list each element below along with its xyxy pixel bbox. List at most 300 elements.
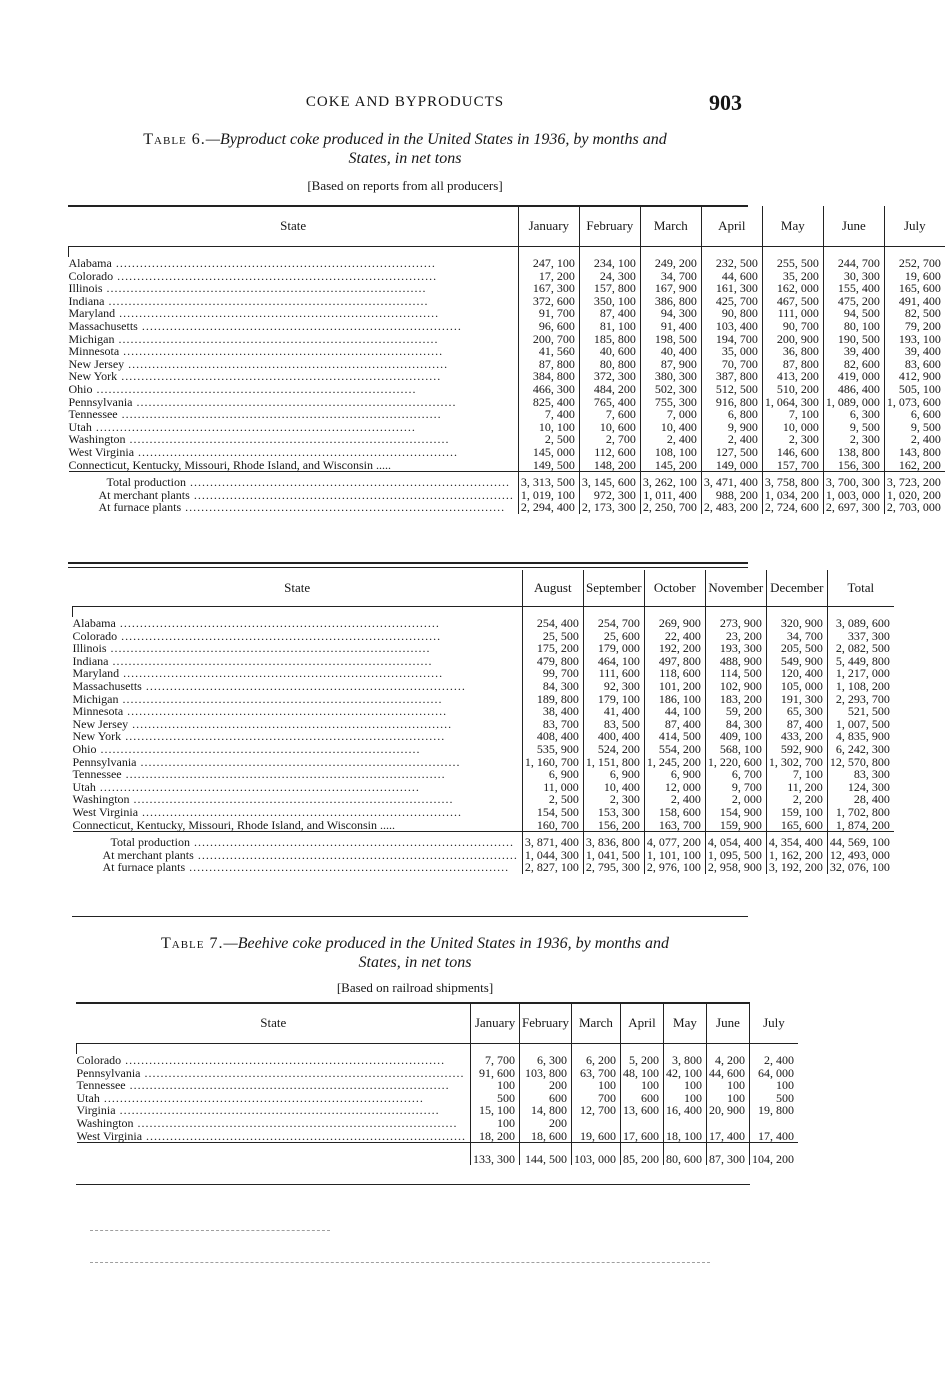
total-cell: 1, 101, 100 xyxy=(644,849,705,862)
value-cell: 158, 600 xyxy=(644,806,705,819)
total-cell: 87, 300 xyxy=(706,1143,749,1166)
value-cell: 554, 200 xyxy=(644,743,705,756)
table7-note: [Based on railroad shipments] xyxy=(336,980,494,995)
value-cell: 412, 900 xyxy=(884,370,945,383)
value-cell: 183, 200 xyxy=(705,693,766,706)
value-cell: 234, 100 xyxy=(579,257,640,270)
column-header: June xyxy=(706,1003,749,1044)
value-cell: 156, 200 xyxy=(583,819,644,832)
value-cell: 18, 200 xyxy=(471,1130,520,1143)
page-number: 903 xyxy=(709,90,742,115)
value-cell: 149, 000 xyxy=(701,459,762,472)
value-cell: 41, 560 xyxy=(518,345,579,358)
value-cell: 103, 400 xyxy=(701,320,762,333)
value-cell: 48, 100 xyxy=(620,1067,663,1080)
value-cell: 80, 800 xyxy=(579,358,640,371)
value-cell: 154, 500 xyxy=(522,806,583,819)
table-row xyxy=(73,743,894,756)
value-cell: 25, 600 xyxy=(583,630,644,643)
value-cell: 10, 400 xyxy=(583,781,644,794)
value-cell: 143, 800 xyxy=(884,446,945,459)
value-cell: 44, 100 xyxy=(644,705,705,718)
value-cell: 9, 700 xyxy=(705,781,766,794)
total-row xyxy=(73,861,894,874)
state-name: Colorado ..... xyxy=(77,1054,471,1067)
table-row xyxy=(77,1130,798,1143)
value-cell: 22, 400 xyxy=(644,630,705,643)
value-cell: 70, 700 xyxy=(701,358,762,371)
total-cell: 1, 162, 200 xyxy=(766,849,827,862)
state-name: Tennessee ..... xyxy=(69,408,519,421)
value-cell: 1, 220, 600 xyxy=(705,756,766,769)
value-cell: 200, 700 xyxy=(518,333,579,346)
total-cell: 2, 703, 000 xyxy=(884,501,945,514)
value-cell: 6, 900 xyxy=(522,768,583,781)
value-cell: 408, 400 xyxy=(522,730,583,743)
value-cell: 127, 500 xyxy=(701,446,762,459)
column-header-state: State xyxy=(77,1003,471,1044)
value-cell: 419, 000 xyxy=(823,370,884,383)
value-cell: 114, 500 xyxy=(705,667,766,680)
state-name: New York ..... xyxy=(69,370,519,383)
value-cell: 500 xyxy=(749,1092,798,1105)
total-cell: 44, 569, 100 xyxy=(827,832,894,849)
value-cell: 82, 500 xyxy=(884,307,945,320)
state-name: Michigan ..... xyxy=(73,693,523,706)
value-cell: 7, 100 xyxy=(766,768,827,781)
value-cell: 87, 800 xyxy=(518,358,579,371)
state-name: Massachusetts ..... xyxy=(73,680,523,693)
total-cell: 2, 173, 300 xyxy=(579,501,640,514)
value-cell: 2, 400 xyxy=(749,1054,798,1067)
value-cell: 39, 400 xyxy=(884,345,945,358)
value-cell: 400, 400 xyxy=(583,730,644,743)
value-cell xyxy=(620,1117,663,1130)
value-cell: 5, 200 xyxy=(620,1054,663,1067)
state-name: Maryland ..... xyxy=(69,307,519,320)
table7-bottom-rule xyxy=(76,1184,750,1185)
value-cell: 200 xyxy=(520,1117,572,1130)
value-cell: 1, 073, 600 xyxy=(884,396,945,409)
value-cell: 157, 800 xyxy=(579,282,640,295)
table6-bottom-rule xyxy=(72,916,748,917)
state-name: Massachusetts ..... xyxy=(69,320,519,333)
table-row xyxy=(77,1079,798,1092)
total-label: At merchant plants ..... xyxy=(73,849,523,862)
value-cell: 409, 100 xyxy=(705,730,766,743)
value-cell: 2, 000 xyxy=(705,793,766,806)
value-cell: 87, 400 xyxy=(579,307,640,320)
value-cell: 96, 600 xyxy=(518,320,579,333)
value-cell: 36, 800 xyxy=(762,345,823,358)
value-cell: 13, 600 xyxy=(620,1104,663,1117)
value-cell: 102, 900 xyxy=(705,680,766,693)
value-cell: 120, 400 xyxy=(766,667,827,680)
value-cell: 7, 600 xyxy=(579,408,640,421)
column-header: May xyxy=(663,1003,706,1044)
value-cell: 160, 700 xyxy=(522,819,583,832)
value-cell: 191, 300 xyxy=(766,693,827,706)
value-cell: 90, 800 xyxy=(701,307,762,320)
value-cell: 2, 400 xyxy=(884,433,945,446)
value-cell: 87, 900 xyxy=(640,358,701,371)
value-cell: 372, 600 xyxy=(518,295,579,308)
value-cell: 7, 100 xyxy=(762,408,823,421)
total-cell: 2, 958, 900 xyxy=(705,861,766,874)
value-cell: 535, 900 xyxy=(522,743,583,756)
value-cell: 175, 200 xyxy=(522,642,583,655)
value-cell: 502, 300 xyxy=(640,383,701,396)
value-cell: 64, 000 xyxy=(749,1067,798,1080)
total-cell: 4, 054, 400 xyxy=(705,832,766,849)
value-cell: 186, 100 xyxy=(644,693,705,706)
value-cell: 11, 000 xyxy=(522,781,583,794)
value-cell xyxy=(663,1117,706,1130)
value-cell: 254, 400 xyxy=(522,617,583,630)
column-header: January xyxy=(518,206,579,247)
header-row xyxy=(73,570,894,607)
total-cell: 1, 019, 100 xyxy=(518,489,579,502)
value-cell: 475, 200 xyxy=(823,295,884,308)
value-cell: 100 xyxy=(471,1117,520,1130)
value-cell: 488, 900 xyxy=(705,655,766,668)
value-cell: 79, 200 xyxy=(884,320,945,333)
table6-title-line2: States, in net tons xyxy=(348,150,462,167)
table-row xyxy=(69,408,945,421)
state-name: New Jersey ..... xyxy=(73,718,523,731)
value-cell: 34, 700 xyxy=(766,630,827,643)
value-cell: 479, 800 xyxy=(522,655,583,668)
total-cell: 3, 871, 400 xyxy=(522,832,583,849)
total-cell: 2, 795, 300 xyxy=(583,861,644,874)
value-cell: 193, 100 xyxy=(884,333,945,346)
state-name: West Virginia ..... xyxy=(69,446,519,459)
value-cell: 1, 702, 800 xyxy=(827,806,894,819)
table7-caption xyxy=(70,934,760,972)
total-label: At furnace plants ..... xyxy=(69,501,519,514)
value-cell: 512, 500 xyxy=(701,383,762,396)
value-cell: 145, 000 xyxy=(518,446,579,459)
column-header: February xyxy=(520,1003,572,1044)
value-cell: 6, 800 xyxy=(701,408,762,421)
value-cell: 179, 100 xyxy=(583,693,644,706)
value-cell: 2, 082, 500 xyxy=(827,642,894,655)
value-cell: 154, 900 xyxy=(705,806,766,819)
value-cell: 94, 300 xyxy=(640,307,701,320)
state-name: Tennessee ..... xyxy=(73,768,523,781)
value-cell: 1, 108, 200 xyxy=(827,680,894,693)
table6-caption xyxy=(60,130,750,168)
value-cell: 7, 000 xyxy=(640,408,701,421)
total-cell: 133, 300 xyxy=(471,1143,520,1166)
value-cell: 165, 600 xyxy=(766,819,827,832)
value-cell: 12, 000 xyxy=(644,781,705,794)
state-name: Pennsylvania ..... xyxy=(69,396,519,409)
value-cell: 146, 600 xyxy=(762,446,823,459)
value-cell: 42, 100 xyxy=(663,1067,706,1080)
table6-part1 xyxy=(68,206,945,514)
state-name: Pennsylvania ..... xyxy=(73,756,523,769)
value-cell: 101, 200 xyxy=(644,680,705,693)
column-header: January xyxy=(471,1003,520,1044)
total-cell: 3, 192, 200 xyxy=(766,861,827,874)
state-name: New Jersey ..... xyxy=(69,358,519,371)
total-cell: 2, 724, 600 xyxy=(762,501,823,514)
value-cell: 111, 000 xyxy=(762,307,823,320)
total-cell: 1, 041, 500 xyxy=(583,849,644,862)
value-cell: 2, 293, 700 xyxy=(827,693,894,706)
value-cell: 2, 300 xyxy=(823,433,884,446)
table7-title-line2: States, in net tons xyxy=(358,954,472,971)
value-cell: 5, 449, 800 xyxy=(827,655,894,668)
value-cell: 486, 400 xyxy=(823,383,884,396)
value-cell: 2, 700 xyxy=(579,433,640,446)
value-cell: 65, 300 xyxy=(766,705,827,718)
total-cell: 2, 483, 200 xyxy=(701,501,762,514)
value-cell: 19, 600 xyxy=(571,1130,620,1143)
value-cell: 466, 300 xyxy=(518,383,579,396)
value-cell: 524, 200 xyxy=(583,743,644,756)
value-cell: 159, 900 xyxy=(705,819,766,832)
value-cell: 83, 500 xyxy=(583,718,644,731)
value-cell: 467, 500 xyxy=(762,295,823,308)
value-cell: 1, 245, 200 xyxy=(644,756,705,769)
value-cell: 10, 600 xyxy=(579,421,640,434)
state-name: Colorado ..... xyxy=(69,270,519,283)
total-cell: 144, 500 xyxy=(520,1143,572,1166)
scan-artifact-2 xyxy=(90,1262,710,1263)
value-cell: 255, 500 xyxy=(762,257,823,270)
value-cell: 247, 100 xyxy=(518,257,579,270)
value-cell: 156, 300 xyxy=(823,459,884,472)
state-name: West Virginia ..... xyxy=(77,1130,471,1143)
value-cell: 17, 400 xyxy=(749,1130,798,1143)
value-cell: 200 xyxy=(520,1079,572,1092)
value-cell: 167, 900 xyxy=(640,282,701,295)
total-cell: 2, 250, 700 xyxy=(640,501,701,514)
column-header: May xyxy=(762,206,823,247)
value-cell: 155, 400 xyxy=(823,282,884,295)
value-cell: 600 xyxy=(520,1092,572,1105)
value-cell: 252, 700 xyxy=(884,257,945,270)
value-cell: 7, 700 xyxy=(471,1054,520,1067)
value-cell: 105, 000 xyxy=(766,680,827,693)
table7 xyxy=(76,1003,798,1165)
value-cell: 4, 835, 900 xyxy=(827,730,894,743)
value-cell: 521, 500 xyxy=(827,705,894,718)
value-cell: 94, 500 xyxy=(823,307,884,320)
table7-label: Table 7. xyxy=(160,935,224,952)
value-cell: 484, 200 xyxy=(579,383,640,396)
value-cell: 118, 600 xyxy=(644,667,705,680)
value-cell xyxy=(706,1117,749,1130)
total-row xyxy=(77,1143,798,1166)
total-cell: 3, 723, 200 xyxy=(884,472,945,489)
value-cell: 162, 000 xyxy=(762,282,823,295)
value-cell: 592, 900 xyxy=(766,743,827,756)
value-cell: 2, 200 xyxy=(766,793,827,806)
column-header: August xyxy=(522,570,583,607)
value-cell: 269, 900 xyxy=(644,617,705,630)
value-cell: 162, 200 xyxy=(884,459,945,472)
value-cell: 100 xyxy=(663,1079,706,1092)
total-cell: 3, 758, 800 xyxy=(762,472,823,489)
value-cell: 10, 100 xyxy=(518,421,579,434)
table6-split-rule-2 xyxy=(68,567,748,568)
value-cell: 19, 600 xyxy=(884,270,945,283)
value-cell: 9, 500 xyxy=(823,421,884,434)
table-row xyxy=(73,768,894,781)
table-row xyxy=(73,806,894,819)
value-cell: 6, 900 xyxy=(583,768,644,781)
value-cell: 87, 400 xyxy=(766,718,827,731)
value-cell: 100 xyxy=(663,1092,706,1105)
value-cell: 16, 400 xyxy=(663,1104,706,1117)
table-row xyxy=(69,383,945,396)
value-cell: 149, 500 xyxy=(518,459,579,472)
value-cell: 7, 400 xyxy=(518,408,579,421)
value-cell: 193, 300 xyxy=(705,642,766,655)
value-cell: 198, 500 xyxy=(640,333,701,346)
value-cell: 167, 300 xyxy=(518,282,579,295)
value-cell: 192, 200 xyxy=(644,642,705,655)
table-row xyxy=(77,1054,798,1067)
total-cell: 4, 077, 200 xyxy=(644,832,705,849)
total-cell: 4, 354, 400 xyxy=(766,832,827,849)
table6-part2 xyxy=(72,570,894,874)
value-cell: 9, 500 xyxy=(884,421,945,434)
value-cell: 505, 100 xyxy=(884,383,945,396)
total-cell: 1, 095, 500 xyxy=(705,849,766,862)
value-cell: 99, 700 xyxy=(522,667,583,680)
header-row xyxy=(69,206,945,247)
value-cell: 2, 500 xyxy=(518,433,579,446)
value-cell: 40, 600 xyxy=(579,345,640,358)
value-cell: 372, 300 xyxy=(579,370,640,383)
total-row xyxy=(73,832,894,849)
value-cell: 91, 400 xyxy=(640,320,701,333)
value-cell: 2, 300 xyxy=(583,793,644,806)
value-cell: 157, 700 xyxy=(762,459,823,472)
value-cell: 2, 400 xyxy=(701,433,762,446)
value-cell: 44, 600 xyxy=(701,270,762,283)
state-name: Washington ..... xyxy=(69,433,519,446)
column-header: July xyxy=(749,1003,798,1044)
table-row xyxy=(77,1117,798,1130)
state-name: Connecticut, Kentucky, Missouri, Rhode Island, and Wisconsin ..... xyxy=(69,459,519,472)
value-cell: 10, 400 xyxy=(640,421,701,434)
value-cell: 18, 100 xyxy=(663,1130,706,1143)
value-cell: 41, 400 xyxy=(583,705,644,718)
value-cell: 380, 300 xyxy=(640,370,701,383)
value-cell: 194, 700 xyxy=(701,333,762,346)
value-cell: 23, 200 xyxy=(705,630,766,643)
value-cell: 4, 200 xyxy=(706,1054,749,1067)
total-cell: 3, 145, 600 xyxy=(579,472,640,489)
value-cell: 433, 200 xyxy=(766,730,827,743)
value-cell: 1, 089, 000 xyxy=(823,396,884,409)
value-cell: 108, 100 xyxy=(640,446,701,459)
value-cell: 87, 400 xyxy=(644,718,705,731)
value-cell: 100 xyxy=(706,1092,749,1105)
value-cell: 100 xyxy=(471,1079,520,1092)
value-cell: 2, 500 xyxy=(522,793,583,806)
value-cell: 2, 400 xyxy=(644,793,705,806)
value-cell: 244, 700 xyxy=(823,257,884,270)
state-name: Alabama ..... xyxy=(73,617,523,630)
total-cell: 2, 294, 400 xyxy=(518,501,579,514)
column-header: March xyxy=(640,206,701,247)
value-cell: 83, 600 xyxy=(884,358,945,371)
column-header: June xyxy=(823,206,884,247)
value-cell: 6, 242, 300 xyxy=(827,743,894,756)
table-row xyxy=(69,345,945,358)
value-cell: 20, 900 xyxy=(706,1104,749,1117)
value-cell: 413, 200 xyxy=(762,370,823,383)
value-cell xyxy=(571,1117,620,1130)
value-cell: 39, 400 xyxy=(823,345,884,358)
value-cell: 350, 100 xyxy=(579,295,640,308)
value-cell: 425, 700 xyxy=(701,295,762,308)
value-cell: 87, 800 xyxy=(762,358,823,371)
value-cell: 510, 200 xyxy=(762,383,823,396)
state-name: Ohio ..... xyxy=(69,383,519,396)
column-header-state: State xyxy=(69,206,519,247)
table-row xyxy=(73,617,894,630)
column-header: December xyxy=(766,570,827,607)
state-name: Virginia ..... xyxy=(77,1104,471,1117)
value-cell: 1, 302, 700 xyxy=(766,756,827,769)
state-name: Minnesota ..... xyxy=(69,345,519,358)
value-cell: 44, 600 xyxy=(706,1067,749,1080)
total-cell: 85, 200 xyxy=(620,1143,663,1166)
state-name: Connecticut, Kentucky, Missouri, Rhode Island, and Wisconsin ..... xyxy=(73,819,523,832)
value-cell: 6, 900 xyxy=(644,768,705,781)
value-cell: 1, 064, 300 xyxy=(762,396,823,409)
value-cell: 84, 300 xyxy=(705,718,766,731)
value-cell: 500 xyxy=(471,1092,520,1105)
state-name: New York ..... xyxy=(73,730,523,743)
column-header: Total xyxy=(827,570,894,607)
value-cell: 30, 300 xyxy=(823,270,884,283)
total-cell: 1, 034, 200 xyxy=(762,489,823,502)
value-cell: 2, 300 xyxy=(762,433,823,446)
state-name: Washington ..... xyxy=(77,1117,471,1130)
value-cell: 1, 874, 200 xyxy=(827,819,894,832)
value-cell: 320, 900 xyxy=(766,617,827,630)
state-name: Michigan ..... xyxy=(69,333,519,346)
value-cell: 91, 700 xyxy=(518,307,579,320)
table-row xyxy=(73,705,894,718)
value-cell: 83, 300 xyxy=(827,768,894,781)
value-cell: 11, 200 xyxy=(766,781,827,794)
value-cell: 59, 200 xyxy=(705,705,766,718)
value-cell: 100 xyxy=(749,1079,798,1092)
value-cell: 35, 200 xyxy=(762,270,823,283)
total-cell: 1, 003, 000 xyxy=(823,489,884,502)
value-cell: 100 xyxy=(706,1079,749,1092)
value-cell: 3, 089, 600 xyxy=(827,617,894,630)
value-cell: 35, 000 xyxy=(701,345,762,358)
total-cell: 2, 697, 300 xyxy=(823,501,884,514)
table6-split-rule-1 xyxy=(68,562,748,564)
total-cell: 80, 600 xyxy=(663,1143,706,1166)
table-row xyxy=(69,282,945,295)
value-cell: 28, 400 xyxy=(827,793,894,806)
value-cell: 491, 400 xyxy=(884,295,945,308)
value-cell: 765, 400 xyxy=(579,396,640,409)
value-cell: 145, 200 xyxy=(640,459,701,472)
